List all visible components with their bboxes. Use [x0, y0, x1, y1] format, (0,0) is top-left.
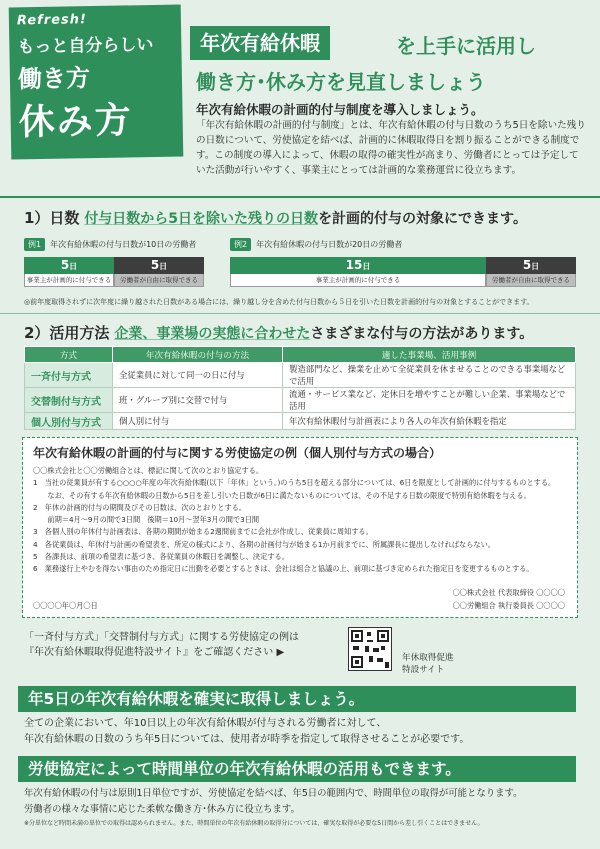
example1-planned-days: 5	[60, 258, 70, 272]
method-how: 個人別に付与	[113, 413, 283, 430]
intro-title: 年次有給休暇の計画的付与制度を導入しましょう。	[196, 102, 484, 117]
five-days-line1: 全ての企業において、年10日以上の年次有給休暇が付与される労働者に対して、	[24, 718, 387, 729]
example1-bar	[24, 257, 204, 287]
qr-code-icon[interactable]	[348, 627, 392, 671]
column-header: 年次有給休暇の付与の方法	[113, 347, 283, 363]
example1-tag: 例1	[24, 238, 45, 251]
example1-free-cell	[114, 257, 204, 287]
example2-bar	[230, 257, 576, 287]
example1-planned-caption: 事業主が計画的に付与できる	[24, 274, 114, 287]
five-days-banner: 年5日の年次有給休暇を確実に取得しましょう。	[18, 686, 576, 712]
example1-label	[24, 238, 196, 251]
headline-rest: を上手に活用し	[396, 34, 536, 58]
column-header: 方式	[25, 347, 113, 363]
example2-free-cell	[486, 257, 576, 287]
logo-line2: もっと自分らしい	[17, 34, 154, 58]
agreement-line: 6 業務遂行上やむを得ない事由のため指定日に出勤を必要とするときは、会社は組合と協議の上、前項に基づき定められた指定日を変更するものとする。	[33, 564, 534, 574]
agreement-line: 〇〇株式会社と〇〇労働組合とは、標記に関して次のとおり協定する。	[33, 466, 264, 475]
day-unit: 日	[531, 262, 540, 271]
logo-refresh-text: Refresh!	[16, 12, 88, 29]
table-row	[25, 413, 576, 430]
five-days-line2: 年次有給休暇の日数のうち年5日については、使用者が時季を指定して取得させることが必要です。	[24, 734, 470, 745]
qr-label	[402, 652, 454, 676]
intro-body: 「年次有給休暇の計画的付与制度」とは、年次有給休暇の付与日数のうち5日を除いた残りの日数について、労使協定を結べば、計画的に休暇取得日を割り振ることができる制度です。この制度の導入によって、休暇の取得の確実性が高まり、労働者にとっては予定していた活動が行いやすく、事業主にとっては計画的な業務運営に役立ちます。	[196, 120, 586, 176]
hourly-leave-footnote: ※分単位など時間未満の単位での取得は認められません。また、時間単位の年次有給休暇の取得分については、確実な取得が必要な5日間から差し引くことはできません。	[24, 820, 484, 827]
method-case: 流通・サービス業など、定休日を増やすことが難しい企業、事業場などで活用	[283, 388, 576, 413]
agreement-line: 4 各従業員は、年休付与計画の希望表を、所定の様式により、各期の計画付与が始まる1か月前までに、所属課長に提出しなければならない。	[33, 539, 495, 549]
agreement-line: なお、その有する年次有給休暇の日数から5日を差し引いた日数が6日に満たないものについては、その不足する日数の限度で特別有給休暇を与える。	[33, 490, 531, 500]
example2-text: 年次有給休暇の付与日数が20日の労働者	[256, 240, 403, 249]
agreement-line: 1 当社の従業員が有する○○○○年度の年次有給休暇(以下「年休」という。)のうち5日を超える部分については、6日を限度として計画的に付与するものとする。	[33, 478, 556, 488]
example2-label	[230, 238, 402, 251]
example2-free-days: 5	[522, 258, 532, 272]
headline-badge: 年次有給休暇	[190, 26, 330, 60]
example1-text: 年次有給休暇の付与日数が10日の労働者	[50, 240, 197, 249]
example2-tag: 例2	[230, 238, 251, 251]
example2-planned-cell	[230, 257, 486, 287]
agreement-signature-union: 〇〇労働組合 執行委員長 〇〇〇〇	[452, 601, 565, 610]
agreement-line: 3 各個人別の年休付与計画表は、各期の期間が始まる2週間前までに会社が作成し、従業員に周知する。	[33, 527, 373, 537]
hourly-leave-text	[24, 786, 584, 818]
agreement-date: 〇〇〇〇年〇月〇日	[33, 601, 98, 610]
link-line2: 『年次有給休暇取得促進特設サイト』をご確認ください ▶	[24, 647, 285, 658]
method-name: 一斉付与方式	[25, 363, 113, 388]
method-name: 交替制付与方式	[25, 388, 113, 413]
method-how: 全従業員に対して同一の日に付与	[113, 363, 283, 388]
logo-line3: 働き方	[17, 64, 91, 94]
link-line1: 「一斉付与方式」「交替制付与方式」に関する労使協定の例は	[24, 632, 299, 643]
agreement-example-box	[22, 437, 578, 618]
hourly-leave-line2: 労働者の様々な事情に応じた柔軟な働き方･休み方に役立ちます。	[24, 804, 300, 815]
agreement-title: 年次有給休暇の計画的付与に関する労使協定の例（個人別付与方式の場合）	[33, 446, 442, 460]
method-case: 製造部門など、操業を止めて全従業員を休ませることのできる事業場などで活用	[283, 363, 576, 388]
special-site-link[interactable]	[24, 630, 299, 660]
divider	[0, 196, 600, 198]
table-row	[25, 363, 576, 388]
section2-rest: さまざまな付与の方法があります。	[310, 326, 534, 342]
table-row	[25, 388, 576, 413]
example1-planned-cell	[24, 257, 114, 287]
hourly-leave-banner: 労使協定によって時間単位の年次有給休暇の活用もできます。	[18, 756, 576, 782]
five-days-text	[24, 716, 584, 748]
section2-number: 2）活用方法	[24, 324, 110, 342]
table-header-row	[25, 347, 576, 363]
example2-planned-days: 15	[345, 258, 363, 272]
day-unit: 日	[362, 262, 371, 271]
day-unit: 日	[69, 262, 78, 271]
section1-accent: 付与日数から5日を除いた残りの日数	[84, 211, 319, 227]
agreement-signature-company: 〇〇株式会社 代表取締役 〇〇〇〇	[452, 588, 565, 597]
column-header: 適した事業場、活用事例	[283, 347, 576, 363]
qr-code-graphic	[349, 628, 391, 670]
section2-title	[24, 322, 533, 343]
agreement-line: 2 年休の計画的付与の期間及びその日数は、次のとおりとする。	[33, 502, 247, 512]
qr-label-line2: 特設サイト	[402, 665, 445, 675]
logo-line4: 休み方	[18, 100, 134, 144]
day-unit: 日	[159, 262, 168, 271]
section2-accent: 企業、事業場の実態に合わせた	[114, 326, 311, 342]
section1-number: 1）日数	[24, 209, 80, 227]
refresh-logo	[9, 5, 184, 160]
methods-table	[24, 346, 576, 430]
carryover-note: ◎前年度取得されずに次年度に繰り越された日数がある場合には、繰り越し分を含めた付与日数から５日を引いた日数を計画的付与の対象とすることができます。	[24, 298, 534, 306]
hourly-leave-line1: 年次有給休暇の付与は原則1日単位ですが、労使協定を結べば、年5日の範囲内で、時間単位の取得が可能となります。	[24, 788, 523, 799]
divider	[0, 313, 600, 314]
example2-free-caption: 労働者が自由に取得できる	[486, 274, 576, 287]
method-name: 個人別付与方式	[25, 413, 113, 430]
example2-planned-caption: 事業主が計画的に付与できる	[230, 274, 486, 287]
qr-label-line1: 年休取得促進	[402, 653, 454, 663]
agreement-line: 前期＝4月～9月の間で3日間 後期＝10月～翌年3月の間で3日間	[33, 515, 260, 525]
example1-free-days: 5	[150, 258, 160, 272]
headline-line2: 働き方･休み方を見直しましょう	[196, 70, 486, 94]
example1-free-caption: 労働者が自由に取得できる	[114, 274, 204, 287]
method-case: 年次有給休暇付与計画表により各人の年次有給休暇を指定	[283, 413, 576, 430]
section1-rest: を計画的付与の対象にできます。	[318, 211, 527, 227]
method-how: 班・グループ別に交替で付与	[113, 388, 283, 413]
agreement-line: 5 各課長は、前項の希望表に基づき、各従業員の休暇日を調整し、決定する。	[33, 552, 289, 562]
section1-title	[24, 207, 527, 228]
